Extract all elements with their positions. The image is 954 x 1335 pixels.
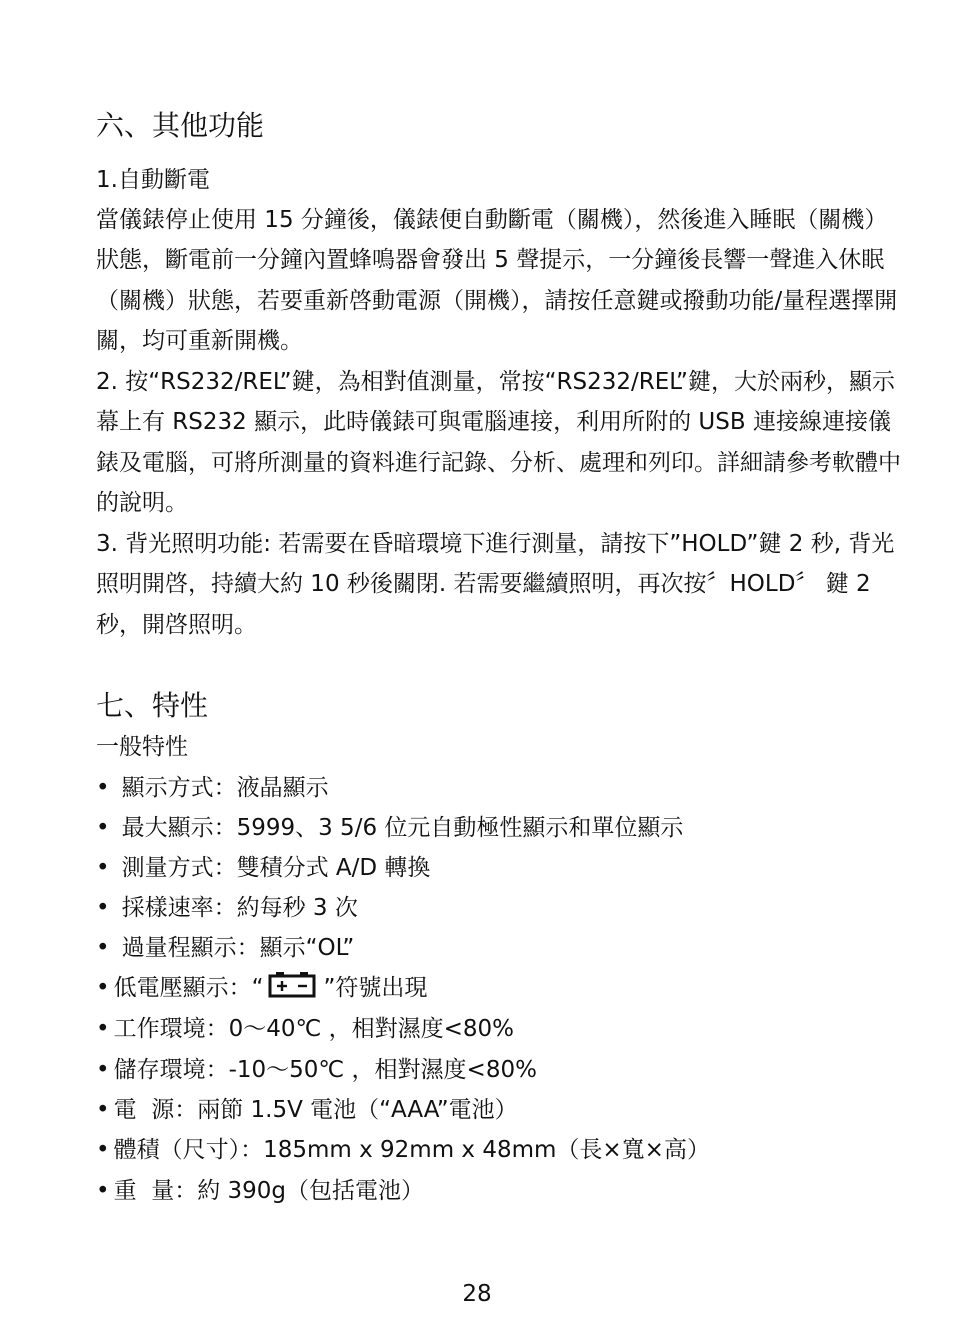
spec-item: [96, 1054, 537, 1086]
bullet: •: [96, 855, 110, 881]
spec-text: 體積（尺寸）：185mm x 92mm x 48mm（長×寬×高）: [113, 1137, 710, 1163]
auto-power-off-title: 1.自動斷電: [96, 167, 210, 193]
general-specs-title: 一般特性: [96, 734, 188, 760]
spec-text: ”符號出現: [323, 975, 428, 1001]
rs232-rel-text: 2. 按“RS232/REL”鍵，為相對值測量，常按“RS232/REL”鍵，大於兩秒，顯示幕上有 RS232 顯示，此時儀錶可與電腦連接，利用所附的 USB 連接線連接儀錶及電腦，可將所測量的資料進行記錄、分析、處理和列印。詳細請參考軟體中的說明。: [96, 369, 901, 516]
spec-item: [96, 1175, 424, 1207]
spec-item-low-battery: [96, 972, 427, 1007]
battery-icon: [268, 972, 316, 1007]
bullet: •: [96, 935, 110, 961]
spec-item: [96, 812, 683, 844]
spec-text: 最大顯示：5999、3 5/6 位元自動極性顯示和單位顯示: [121, 815, 684, 841]
backlight-text: 3. 背光照明功能: 若需要在昏暗環境下進行測量，請按下”HOLD”鍵 2 秒, 背光照明開啓，持續大約 10 秒後關閉. 若需要繼續照明，再次按〞HOLD〞 鍵 2 秒，開啓照明。: [96, 531, 895, 638]
spec-text: 顯示方式：液晶顯示: [121, 775, 329, 801]
spec-text: 儲存環境：-10～50℃ ，相對濕度<80%: [113, 1057, 537, 1083]
spec-text: 採樣速率：約每秒 3 次: [121, 895, 358, 921]
spec-item: [96, 1013, 514, 1045]
spec-text: 測量方式：雙積分式 A/D 轉換: [121, 855, 431, 881]
spec-text: 過量程顯示：顯示“OL”: [121, 935, 355, 961]
bullet: •: [96, 1178, 110, 1204]
spec-text: 重 量：約 390g（包括電池）: [113, 1178, 425, 1204]
bullet: •: [96, 975, 110, 1001]
spec-text: 工作環境：0～40℃ ，相對濕度<80%: [113, 1016, 515, 1042]
spec-text: 低電壓顯示：“: [113, 975, 264, 1001]
bullet: •: [96, 1016, 110, 1042]
spec-item: [96, 892, 358, 924]
section-7-title: 七、特性: [96, 689, 209, 722]
spec-item: [96, 1134, 710, 1166]
auto-power-off-text: 當儀錶停止使用 15 分鐘後，儀錶便自動斷電（關機），然後進入睡眠（關機）狀態，斷電前一分鐘內置蜂鳴器會發出 5 聲提示，一分鐘後長響一聲進入休眠（關機）狀態，若要重新啓動電源（開機），請按任意鍵或撥動功能/量程選擇開關，均可重新開機。: [96, 207, 898, 354]
bullet: •: [96, 815, 110, 841]
bullet: •: [96, 895, 110, 921]
spec-item: [96, 852, 430, 884]
bullet: •: [96, 1057, 110, 1083]
spec-item: [96, 932, 354, 964]
bullet: •: [96, 1097, 110, 1123]
page-number: 28: [462, 1281, 492, 1307]
bullet: •: [96, 775, 110, 801]
bullet: •: [96, 1137, 110, 1163]
spec-item: [96, 1094, 518, 1126]
section-6-title: 六、其他功能: [96, 109, 265, 142]
spec-item: [96, 772, 329, 804]
spec-text: 電 源：兩節 1.5V 電池（“AAA”電池）: [113, 1097, 518, 1123]
